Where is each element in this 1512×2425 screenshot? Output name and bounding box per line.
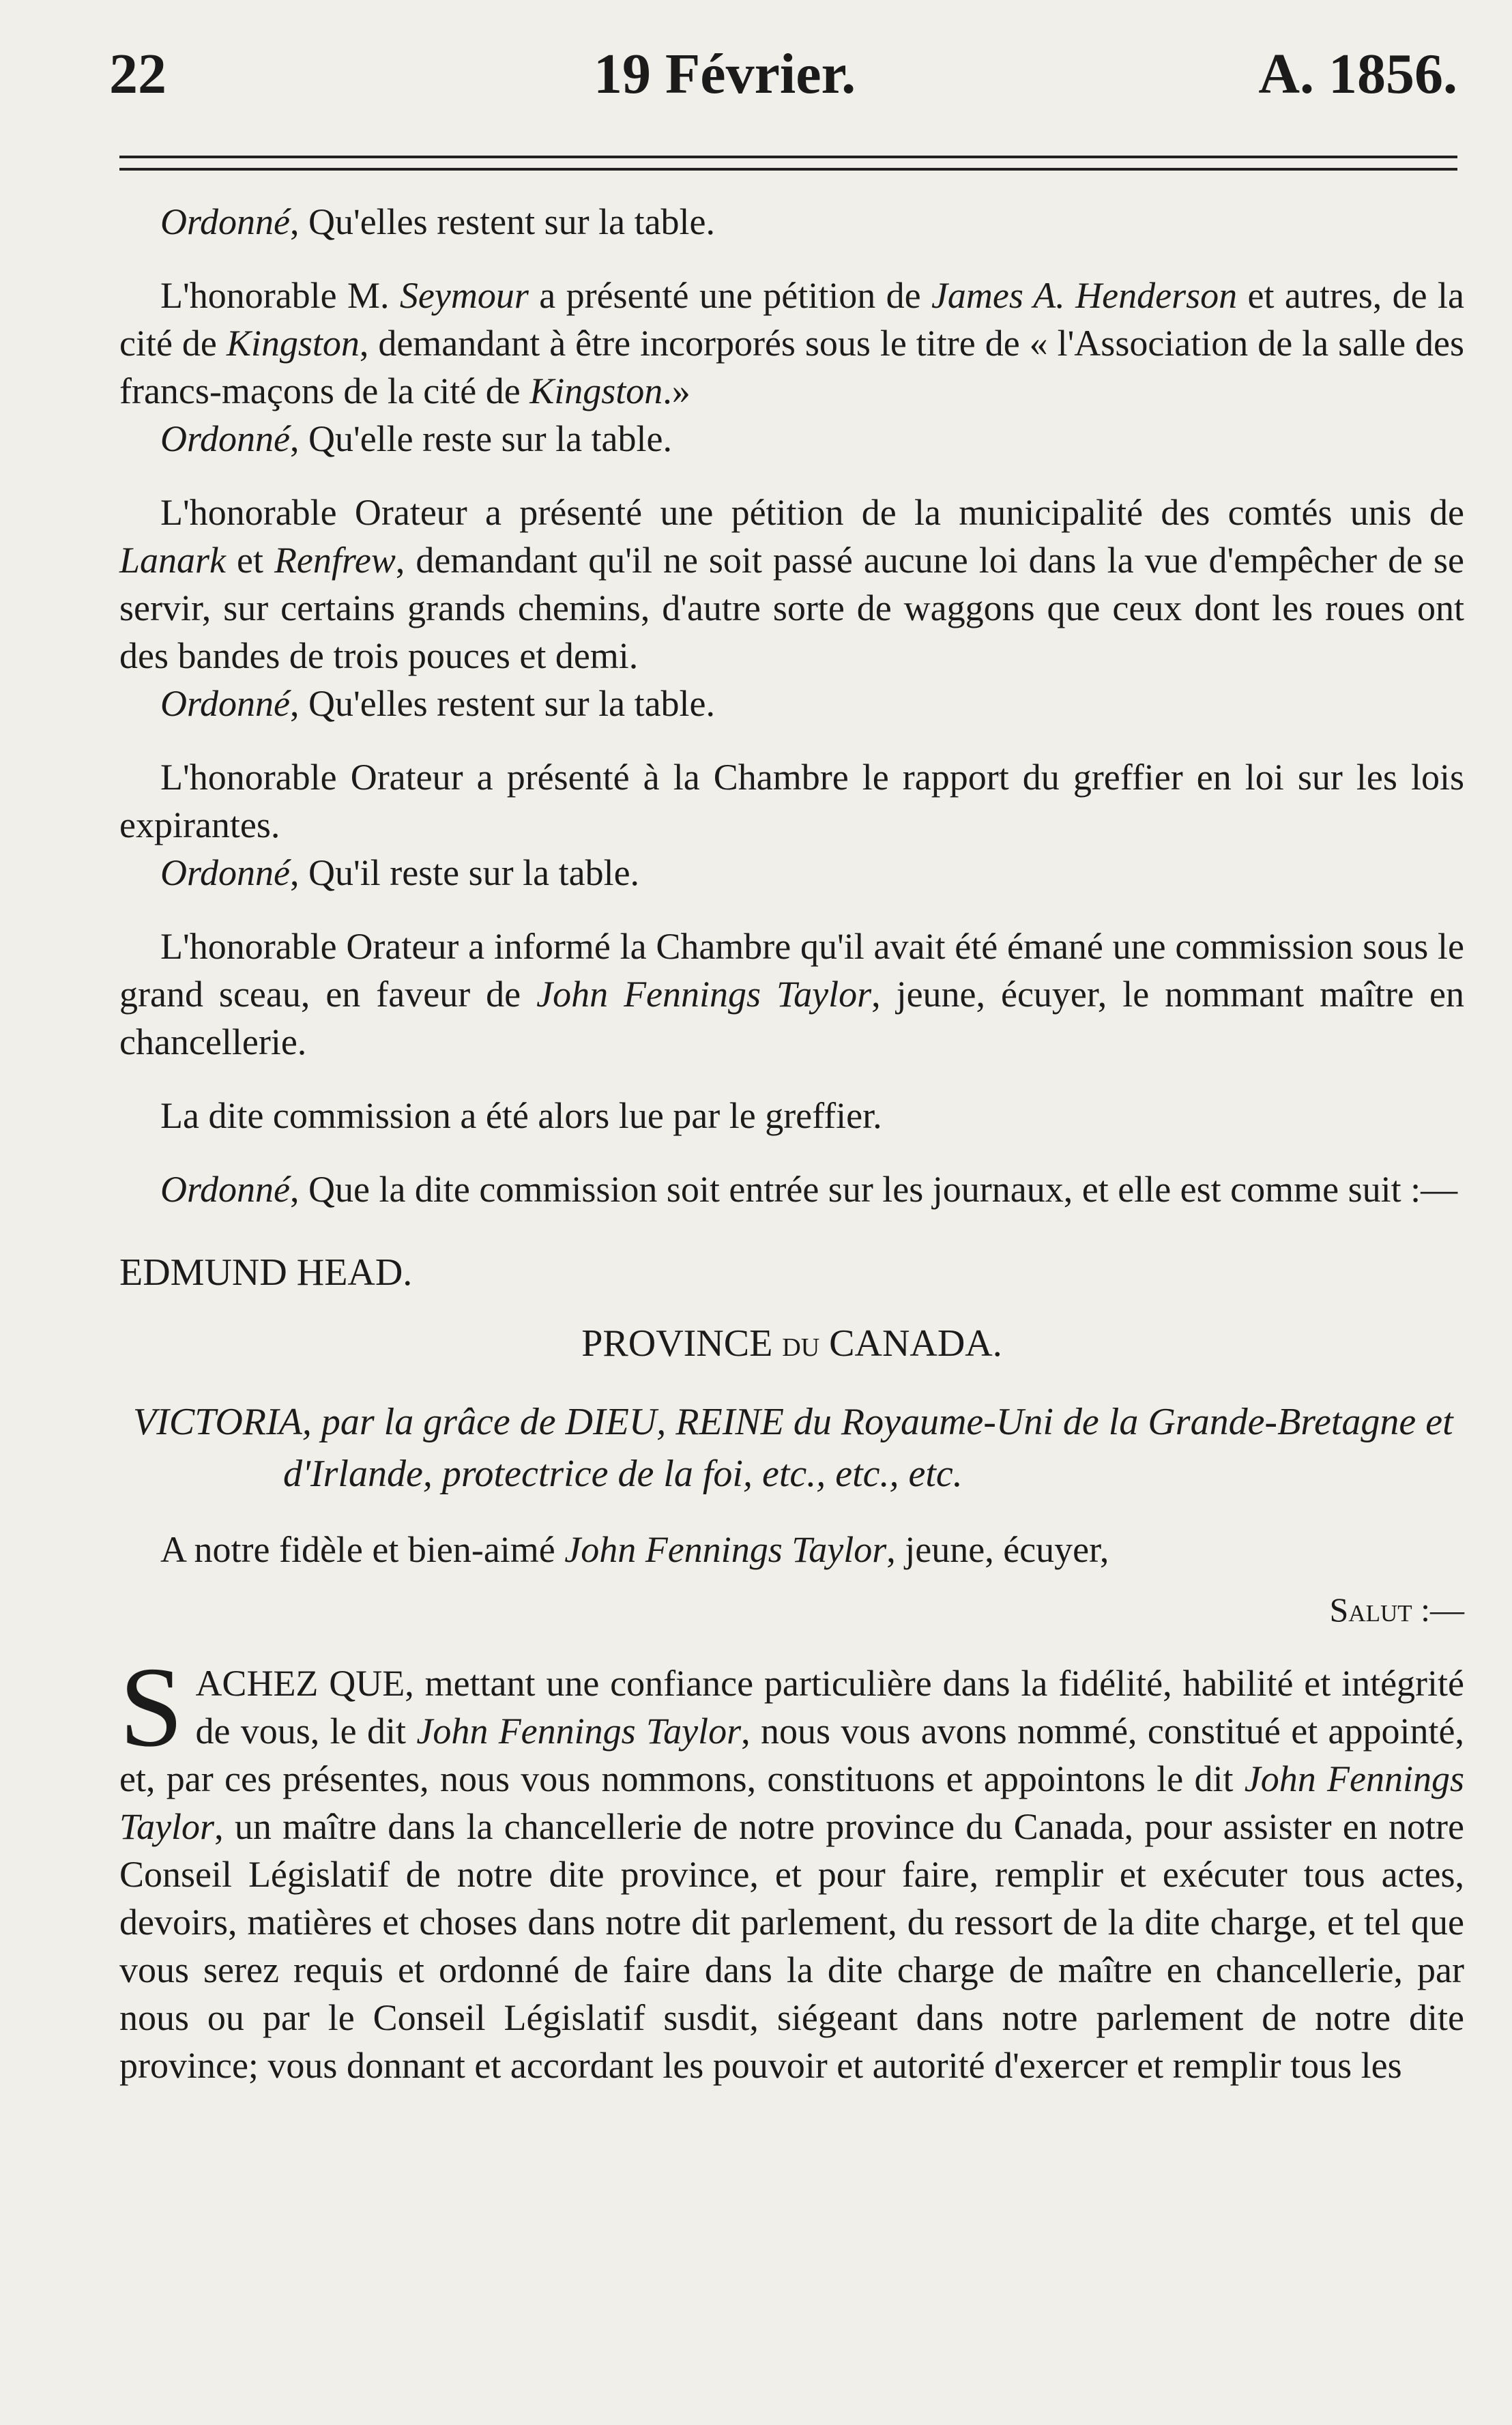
province-heading: PROVINCE DU CANADA.: [581, 1322, 1002, 1365]
header-year: A. 1856.: [1258, 42, 1457, 106]
paragraph-ordered-5: Ordonné, Que la dite commission soit entrée sur les journaux, et elle est comme suit :—: [160, 1169, 1458, 1210]
paragraph-ordered-2: Ordonné, Qu'elle reste sur la table.: [160, 418, 672, 459]
paragraph-ordered-4: Ordonné, Qu'il reste sur la table.: [160, 852, 640, 893]
header-rule-top: [119, 156, 1457, 158]
commission-body: SACHEZ QUE, mettant une confiance particulière dans la fidélité, habilité et intégrité de vous, le dit John Fennings Taylor, nous vous avons nommé, constitué et appointé, et, par ces présentes, nous vous nommons, constituons et appointons le dit John Fennings Taylor, un maître dans la chancellerie de notre province du Canada, pour assister en notre Conseil Législatif de notre dite province, et pour faire, remplir et exécuter tous actes, devoirs, matières et choses dans notre dit parlement, du ressort de la dite charge, et tel que vous serez requis et ordonné de faire dans la dite charge de maître en chancellerie, par nous ou par le Conseil Législatif susdit, siégeant dans notre parlement de notre dite province; vous donnant et accordant les pouvoir et autorité d'exercer et remplir tous les: [119, 1644, 1464, 2086]
page-number: 22: [109, 42, 166, 106]
page-header: [109, 41, 1457, 116]
paragraph-read: La dite commission a été alors lue par le greffier.: [160, 1095, 882, 1136]
page-body: [119, 198, 1464, 2089]
signature: EDMUND HEAD.: [119, 1251, 413, 1294]
drop-cap: S: [119, 1644, 184, 1771]
salutation: Salut :—: [1329, 1591, 1464, 1629]
paragraph-ordered-3: Ordonné, Qu'elles restent sur la table.: [160, 683, 716, 724]
address-line: A notre fidèle et bien-aimé John Fennings Taylor, jeune, écuyer,: [160, 1529, 1109, 1570]
paragraph-commission: L'honorable Orateur a informé la Chambre qu'il avait été émané une commission sous le grand sceau, en faveur de John Fennings Taylor, jeune, écuyer, le nommant maître en chancellerie.: [119, 926, 1464, 1062]
paragraph-ordered-1: Ordonné, Qu'elles restent sur la table.: [160, 201, 716, 242]
header-date: 19 Février.: [594, 42, 856, 106]
paragraph-report: L'honorable Orateur a présenté à la Chambre le rapport du greffier en loi sur les lois expirantes.: [119, 757, 1464, 845]
paragraph-petition-seymour: L'honorable M. Seymour a présenté une pétition de James A. Henderson et autres, de la cité de Kingston, demandant à être incorporés sous le titre de « l'Association de la salle des francs-maçons de la cité de Kingston.»: [119, 275, 1465, 411]
header-rule-bottom: [119, 168, 1457, 171]
paragraph-petition-lanark: L'honorable Orateur a présenté une pétition de la municipalité des comtés unis de Lanark et Renfrew, demandant qu'il ne soit passé aucune loi dans la vue d'empêcher de se servir, sur certains grands chemins, d'autre sorte de waggons que ceux dont les roues ont des bandes de trois pouces et demi.: [119, 492, 1464, 676]
royal-title: VICTORIA, par la grâce de DIEU, REINE du Royaume-Uni de la Grande-Bretagne et d'Irlande, protectrice de la foi, etc., etc., etc.: [133, 1401, 1453, 1495]
